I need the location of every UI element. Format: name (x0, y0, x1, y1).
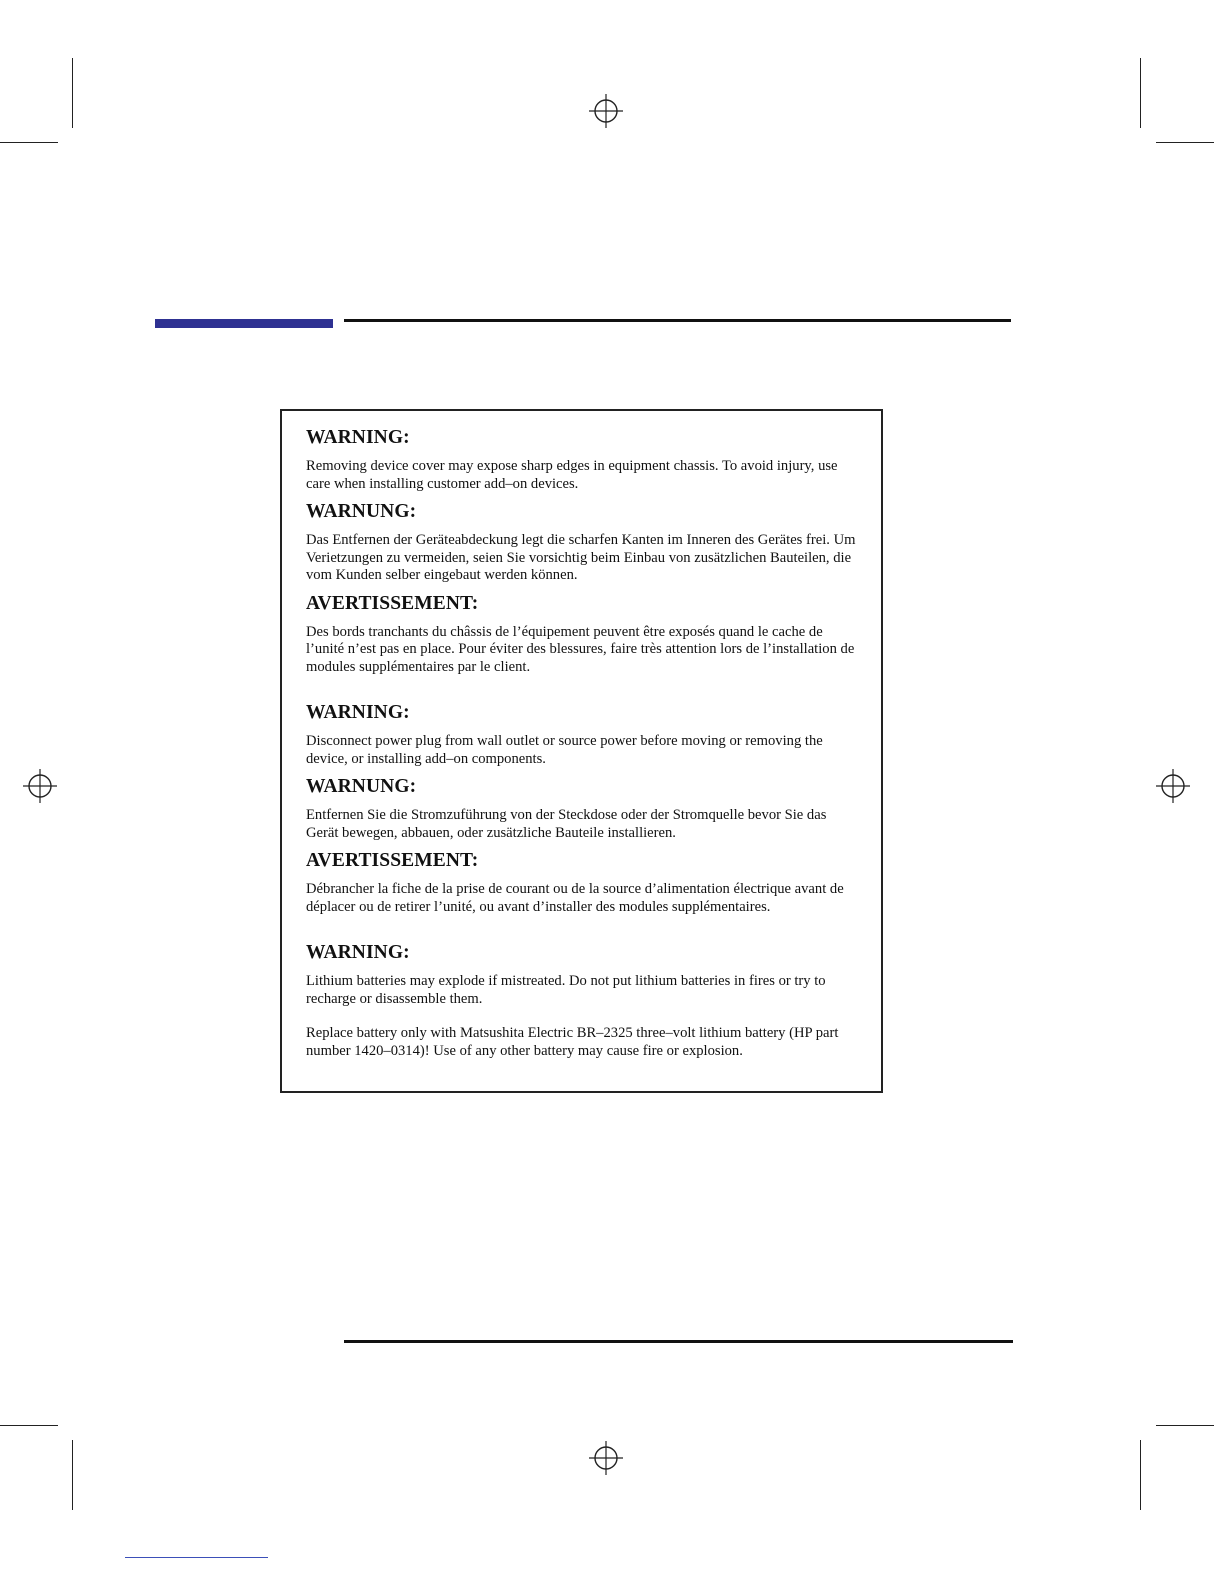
crop-mark-top-right-horizontal (1156, 142, 1214, 143)
registration-mark-right (1156, 769, 1190, 803)
warning-text: Das Entfernen der Geräteabdeckung legt die scharfen Kanten im Inneren des Gerätes frei. Um Verietzungen zu vermeiden, seien Sie vorsichtig beim Einbau von zusätzlichen Bauteilen, die vom Kunden selber eingebaut werden können. (306, 532, 856, 583)
warning-heading: AVERTISSEMENT: (306, 850, 479, 871)
warning-notice (306, 702, 861, 768)
registration-mark-left (23, 769, 57, 803)
header-rule (344, 319, 1011, 322)
warning-heading: AVERTISSEMENT: (306, 592, 479, 614)
warning-notice (306, 776, 861, 842)
crop-mark-top-right-vertical (1140, 58, 1141, 128)
crop-mark-top-left-vertical (72, 58, 73, 128)
crop-mark-bottom-left-horizontal (0, 1425, 58, 1426)
warning-heading: WARNING: (306, 942, 410, 963)
warning-text: Des bords tranchants du châssis de l’équipement peuvent être exposés quand le cache de l’unité n’est pas en place. Pour éviter des blessures, faire très attention lors de l’installation de modules supplémentaires par le client. (306, 623, 855, 675)
warning-text: Débrancher la fiche de la prise de courant ou de la source d’alimentation électrique avant de déplacer ou de retirer l’unité, ou avant d’installer des modules supplémentaires. (306, 881, 844, 915)
warning-group (306, 942, 861, 1060)
warning-text: Entfernen Sie die Stromzuführung von der Steckdose oder der Stromquelle bevor Sie das Gerät bewegen, abbauen, oder zusätzliche Bauteile installieren. (306, 807, 827, 841)
warning-group (306, 427, 861, 676)
crosshair-circle-icon (1156, 769, 1190, 803)
warning-heading: WARNUNG: (306, 776, 417, 797)
safety-warnings-box (280, 409, 883, 1093)
crosshair-circle-icon (589, 1441, 623, 1475)
warning-text: Lithium batteries may explode if mistreated. Do not put lithium batteries in fires or try to recharge or disassemble them. (306, 973, 826, 1007)
warning-text: Disconnect power plug from wall outlet or source power before moving or removing the device, or installing add–on components. (306, 733, 823, 767)
crosshair-circle-icon (589, 94, 623, 128)
warning-heading: WARNING: (306, 427, 410, 448)
crop-mark-bottom-right-horizontal (1156, 1425, 1214, 1426)
warning-notice (306, 501, 861, 585)
warning-notice (306, 593, 861, 677)
footer-rule (344, 1340, 1013, 1343)
warning-notice (306, 942, 861, 1060)
crop-mark-top-left-horizontal (0, 142, 58, 143)
crosshair-circle-icon (23, 769, 57, 803)
warning-text: Removing device cover may expose sharp edges in equipment chassis. To avoid injury, use care when installing customer add–on devices. (306, 458, 838, 492)
warning-heading: WARNUNG: (306, 501, 417, 522)
warning-heading: WARNING: (306, 702, 410, 723)
header-accent-bar (155, 319, 333, 328)
warning-notice (306, 850, 861, 916)
link-underline (125, 1557, 268, 1558)
warning-text: Replace battery only with Matsushita Electric BR–2325 three–volt lithium battery (HP part number 1420–0314)! Use of any other battery may cause fire or explosion. (306, 1025, 839, 1059)
registration-mark-bottom (589, 1441, 623, 1475)
warning-notice (306, 427, 861, 493)
crop-mark-bottom-right-vertical (1140, 1440, 1141, 1510)
crop-mark-bottom-left-vertical (72, 1440, 73, 1510)
registration-mark-top (589, 94, 623, 128)
warning-group (306, 702, 861, 916)
